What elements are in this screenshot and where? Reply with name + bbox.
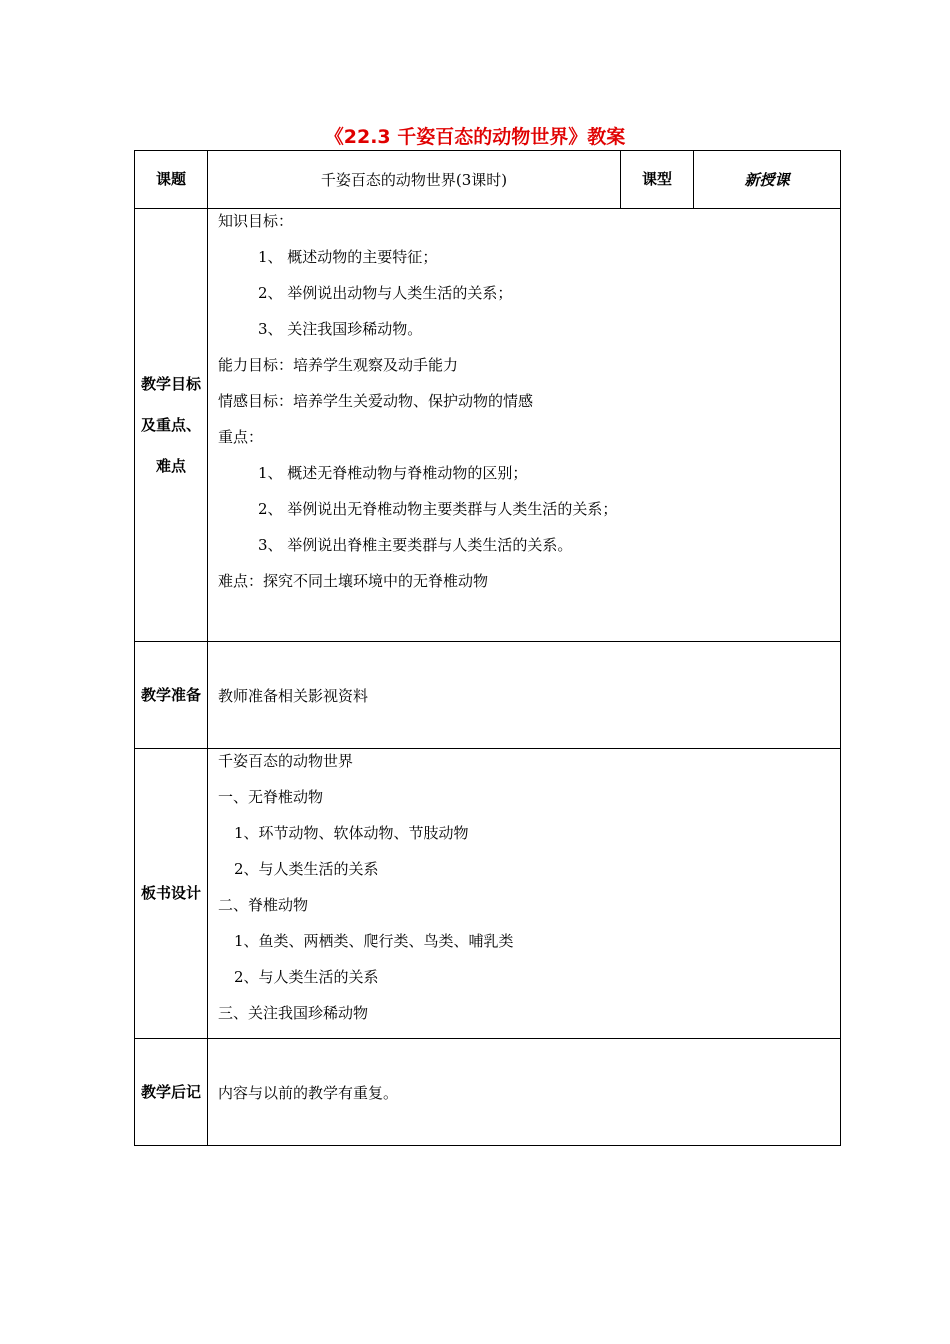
board-line: 一、无脊椎动物 [218,788,324,806]
board-label: 板书设计 [135,749,208,1039]
board-line: 二、脊椎动物 [218,896,309,914]
objective-line: 3、 关注我国珍稀动物。 [258,320,423,338]
objective-line: 难点：探究不同土壤环境中的无脊椎动物 [218,572,489,590]
objective-line: 2、 举例说出动物与人类生活的关系； [258,284,513,302]
reflection-label: 教学后记 [135,1039,208,1146]
document-title: 《22.3 千姿百态的动物世界》教案 [324,126,626,148]
board-line: 2、与人类生活的关系 [234,860,379,878]
objectives-content [208,209,841,642]
objective-line: 重点： [218,428,264,446]
objectives-label: 教学目标及重点、难点 [135,209,208,642]
type-value: 新授课 [694,151,841,209]
board-line: 三、关注我国珍稀动物 [218,1004,369,1022]
reflection-row [135,1039,841,1146]
type-label: 课型 [621,151,694,209]
board-row [135,749,841,1039]
objective-line: 1、 概述动物的主要特征； [258,248,438,266]
board-content [208,749,841,1039]
header-row [135,151,841,209]
board-line: 2、与人类生活的关系 [234,968,379,986]
lesson-plan-table [134,150,841,1146]
objective-line: 3、 举例说出脊椎主要类群与人类生活的关系。 [258,536,573,554]
board-line: 千姿百态的动物世界 [218,752,354,770]
preparation-text: 教师准备相关影视资料 [208,642,841,749]
objective-line: 知识目标： [218,212,294,230]
preparation-row [135,642,841,749]
topic-label: 课题 [135,151,208,209]
board-line: 1、环节动物、软体动物、节肢动物 [234,824,469,842]
objective-line: 1、 概述无脊椎动物与脊椎动物的区别； [258,464,528,482]
preparation-label: 教学准备 [135,642,208,749]
reflection-text: 内容与以前的教学有重复。 [208,1039,841,1146]
objective-line: 2、 举例说出无脊椎动物主要类群与人类生活的关系； [258,500,618,518]
topic-value: 千姿百态的动物世界(3课时) [208,151,621,209]
objective-line: 能力目标：培养学生观察及动手能力 [218,356,459,374]
objective-line: 情感目标：培养学生关爱动物、保护动物的情感 [218,392,534,410]
board-line: 1、鱼类、两栖类、爬行类、鸟类、哺乳类 [234,932,514,950]
objectives-row [135,209,841,642]
